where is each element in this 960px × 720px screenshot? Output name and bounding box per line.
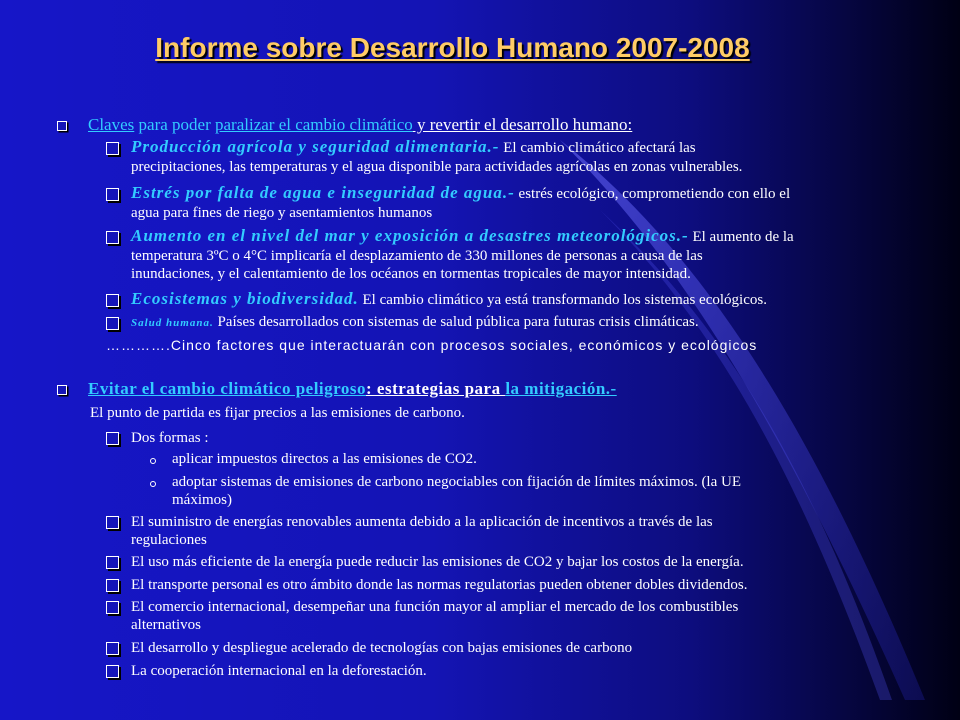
item-text: El comercio internacional, desempeñar una función mayor al ampliar el mercado de los combustibles <box>131 599 739 615</box>
section2-intro: El punto de partida es fijar precios a las emisiones de carbono. <box>90 405 465 421</box>
item-text: agua para fines de riego y asentamientos humanos <box>131 205 433 221</box>
item-text: estrés ecológico, comprometiendo con ello el <box>514 186 791 202</box>
square-bullet-icon <box>106 516 119 529</box>
section1-heading-connector: para poder <box>134 115 215 134</box>
section2-heading-connector: : estrategias para <box>366 379 506 398</box>
item-lead: Estrés por falta de agua e inseguridad de agua.- <box>131 183 515 202</box>
square-bullet-icon <box>106 294 119 307</box>
item-text: El suministro de energías renovables aumenta debido a la aplicación de incentivos a través de las <box>131 514 713 530</box>
square-bullet-icon <box>106 142 119 155</box>
item-text: El cambio climático afectará las <box>499 140 696 156</box>
square-bullet-icon <box>106 642 119 655</box>
square-bullet-icon <box>106 601 119 614</box>
section1-heading-tail: y revertir el desarrollo humano: <box>412 115 633 134</box>
square-bullet-icon <box>57 121 67 131</box>
item-lead: Salud humana. <box>131 317 214 329</box>
circle-bullet-icon <box>150 458 156 464</box>
square-bullet-icon <box>106 579 119 592</box>
section2-heading-tail: la mitigación.- <box>505 379 617 398</box>
sub-item-text: adoptar sistemas de emisiones de carbono negociables con fijación de límites máximos. (la UE <box>172 474 742 490</box>
item-text: La cooperación internacional en la deforestación. <box>131 663 427 679</box>
item-text: El aumento de la <box>688 229 794 245</box>
item-text: El desarrollo y despliegue acelerado de tecnologías con bajas emisiones de carbono <box>131 640 633 656</box>
page-title: Informe sobre Desarrollo Humano 2007-2008 <box>155 32 750 63</box>
square-bullet-icon <box>57 385 67 395</box>
square-bullet-icon <box>106 665 119 678</box>
section1-heading-claves: Claves <box>88 115 135 134</box>
section1-footer: ………….Cinco factores que interactuarán con procesos sociales, económicos y ecológicos <box>106 337 758 353</box>
item-text: El cambio climático ya está transformando los sistemas ecológicos. <box>358 292 767 308</box>
item-text: precipitaciones, las temperaturas y el agua disponible para actividades agrícolas en zonas vulnerables. <box>131 159 743 175</box>
square-bullet-icon <box>106 556 119 569</box>
item-text: El transporte personal es otro ámbito donde las normas regulatorias pueden obtener dobles dividendos. <box>131 577 748 593</box>
item-lead: Aumento en el nivel del mar y exposición a desastres meteorológicos.- <box>131 226 689 245</box>
section1-heading-topic: paralizar el cambio climático <box>215 115 413 134</box>
circle-bullet-icon <box>150 481 156 487</box>
item-text: Países desarrollados con sistemas de salud pública para futuras crisis climáticas. <box>213 314 699 330</box>
item-text: alternativos <box>131 617 201 633</box>
item-text: El uso más eficiente de la energía puede reducir las emisiones de CO2 y bajar los costos de la energía. <box>131 554 744 570</box>
section2-heading-topic: Evitar el cambio climático peligroso <box>88 379 366 398</box>
item-text: inundaciones, y el calentamiento de los océanos en tormentas tropicales de mayor intensidad. <box>131 266 691 282</box>
item-text: temperatura 3ºC o 4°C implicaría el desplazamiento de 330 millones de personas a causa de las <box>131 248 703 264</box>
item-lead: Ecosistemas y biodiversidad. <box>131 289 359 308</box>
forms-label: Dos formas : <box>131 430 209 446</box>
square-bullet-icon <box>106 231 119 244</box>
square-bullet-icon <box>106 188 119 201</box>
item-lead: Producción agrícola y seguridad alimentaria.- <box>131 137 500 156</box>
square-bullet-icon <box>106 432 119 445</box>
square-bullet-icon <box>106 317 119 330</box>
item-text: regulaciones <box>131 532 207 548</box>
sub-item-text: aplicar impuestos directos a las emisiones de CO2. <box>172 451 477 467</box>
sub-item-text: máximos) <box>172 492 232 508</box>
